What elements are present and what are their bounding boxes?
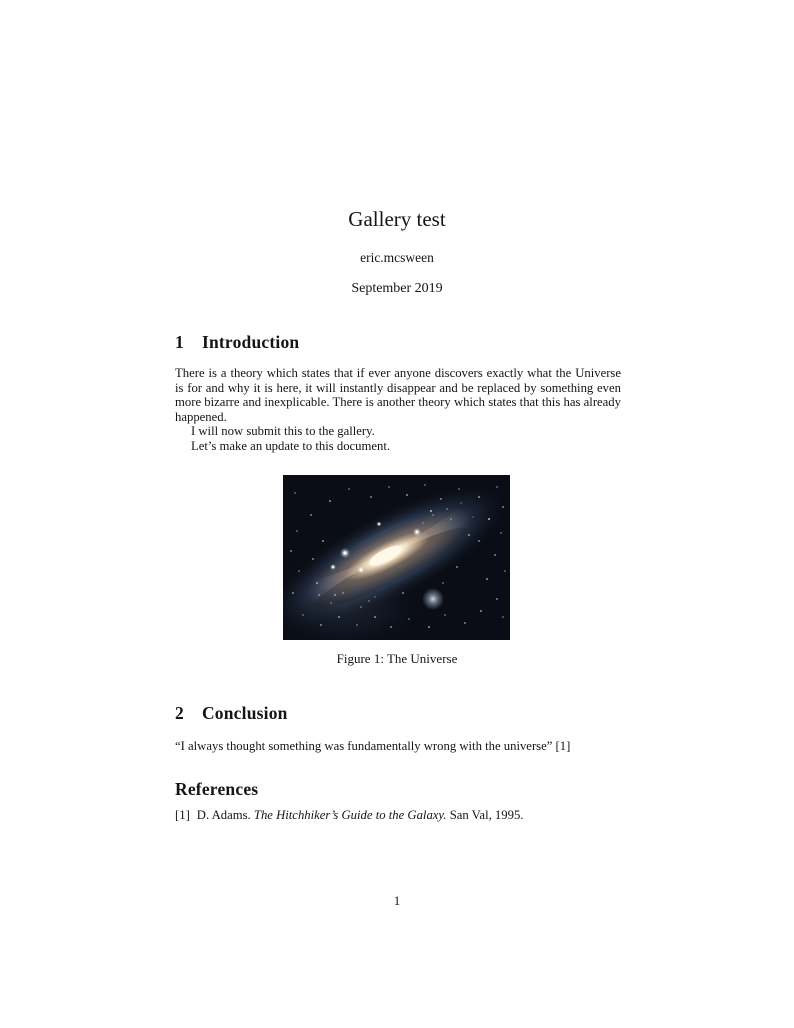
introduction-body <box>175 366 621 454</box>
figure-caption: Figure 1: The Universe <box>336 651 458 666</box>
reference-authors: D. Adams. <box>196 808 251 822</box>
section-heading-introduction <box>175 332 299 353</box>
reference-title: The Hitchhiker’s Guide to the Galaxy. <box>253 808 447 822</box>
date: September 2019 <box>351 281 443 296</box>
reference-publisher: San Val, 1995. <box>449 808 524 822</box>
page-title: Gallery test <box>348 207 446 231</box>
reference-body <box>197 808 621 823</box>
universe-figure <box>283 475 510 640</box>
section-title: Conclusion <box>201 703 288 723</box>
author: eric.mcsween <box>360 250 434 265</box>
reference-list <box>175 808 621 823</box>
conclusion-quote: “I always thought something was fundamentally wrong with the universe” [1] <box>175 739 571 753</box>
reference-label: [1] <box>175 808 190 822</box>
intro-note-2: Let’s make an update to this document. <box>191 438 391 453</box>
page-number: 1 <box>393 893 401 908</box>
conclusion-body <box>175 739 621 754</box>
reference-entry <box>175 808 621 823</box>
intro-note-1: I will now submit this to the gallery. <box>191 424 375 439</box>
section-heading-conclusion <box>175 703 288 724</box>
galaxy-image <box>283 475 510 640</box>
references-heading <box>175 779 258 800</box>
intro-paragraph: There is a theory which states that if ever anyone discovers exactly what the Universe is for and why it is here, it will instantly disappear and be replaced by something even more bizarre and inexplicable. There is another theory which states that this has already happened. <box>175 366 621 424</box>
section-number: 1 <box>175 332 184 352</box>
companion-galaxy <box>422 588 444 610</box>
section-title: References <box>175 779 259 799</box>
section-number: 2 <box>175 703 184 723</box>
section-title: Introduction <box>201 332 300 352</box>
